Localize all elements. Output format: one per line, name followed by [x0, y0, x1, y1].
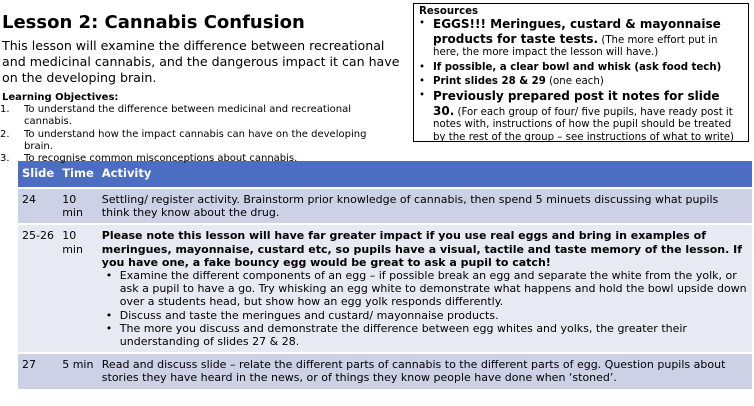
cell-slide: 25-26 [18, 223, 58, 352]
cell-time: 5 min [58, 352, 98, 388]
objective-number: 3. [0, 153, 10, 165]
bullet-icon: • [105, 321, 113, 335]
bullet-text: The more you discuss and demonstrate the difference between egg whites and yolks, the greater their understanding of slides 27 & 28. [119, 321, 687, 349]
bullet-icon: • [419, 90, 426, 102]
lesson-intro: This lesson will examine the difference between recreational and medicinal cannabis, and the dangerous impact it can have on the developing brain. [2, 38, 400, 85]
bullet-icon: • [105, 269, 113, 283]
bullet-icon: • [105, 308, 113, 322]
bullet-icon: • [419, 61, 426, 73]
header-activity: Activity [98, 161, 752, 187]
bullet-icon: • [419, 18, 426, 30]
cell-activity: Settling/ register activity. Brainstorm prior knowledge of cannabis, then spend 5 minuets discussing what pupils think they know about the drug. [98, 187, 752, 223]
table-row [18, 223, 752, 352]
bullet-text: Discuss and taste the meringues and custard/ mayonnaise products. [119, 308, 499, 322]
table-row [18, 187, 752, 223]
resource-item [419, 62, 744, 74]
objectives-heading: Learning Objectives: [2, 92, 119, 103]
resource-detail: (one each) [545, 76, 604, 88]
objective-text: To recognise common misconceptions about cannabis. [24, 153, 298, 165]
resource-bold: If possible, a clear bowl and whisk (ask food tech) [433, 61, 722, 73]
cell-activity [98, 223, 752, 352]
objective-text: To understand how the impact cannabis can have on the developing brain. [24, 128, 367, 152]
cell-time: 10 min [58, 223, 98, 352]
objectives-list [0, 104, 370, 165]
cell-time: 10 min [58, 187, 98, 223]
list-item [102, 322, 748, 348]
objective-item [0, 153, 370, 165]
resource-item [419, 90, 744, 144]
objective-number: 2. [0, 128, 10, 140]
header-time: Time [58, 161, 98, 187]
activity-note: Please note this lesson will have far greater impact if you use real eggs and bring in examples of meringues, mayonnaise, custard etc, so pupils have a visual, tactile and taste memory of the lesson. If you have one, a fake bouncy egg would be great to ask a pupil to catch! [101, 229, 743, 269]
activity-bullets [102, 269, 748, 348]
objective-item [0, 129, 370, 154]
header-slide: Slide [18, 161, 58, 187]
cell-slide: 27 [18, 352, 58, 388]
resource-detail: (For each group of four/ five pupils, have ready post it notes with, instructions of how the pupil should be treated by the rest of the group – see instructions of what to write) [433, 106, 734, 143]
page-title: Lesson 2: Cannabis Confusion [2, 12, 305, 33]
resource-bold: Print slides 28 & 29 [433, 76, 546, 88]
resource-bold: Previously prepared post it notes for slide 30. [433, 89, 720, 118]
list-item [102, 309, 748, 322]
objective-text: To understand the difference between medicinal and recreational cannabis. [24, 104, 351, 128]
lesson-plan-table [18, 161, 752, 389]
resources-list [419, 18, 744, 144]
resource-bold: EGGS!!! Meringues, custard & mayonnaise products for taste tests. [433, 17, 721, 46]
objective-item [0, 104, 370, 129]
bullet-icon: • [419, 76, 426, 88]
table-row [18, 352, 752, 388]
resource-detail: (The more effort put in here, the more impact the lesson will have.) [433, 34, 718, 59]
cell-activity: Read and discuss slide – relate the different parts of cannabis to the different parts of egg. Question pupils about stories they have heard in the news, or of things they know people have done when ‘stoned’. [98, 352, 752, 388]
resource-item [419, 76, 744, 88]
list-item [102, 269, 748, 309]
resources-box [413, 3, 749, 142]
bullet-text: Examine the different components of an egg – if possible break an egg and separate the white from the yolk, or ask a pupil to have a go. Try whisking an egg white to demonstrate what happens and hold the bowl upside down over a students head, but show how an egg yolk responds differently. [119, 269, 747, 309]
objective-number: 1. [0, 104, 10, 115]
cell-slide: 24 [18, 187, 58, 223]
resources-heading: Resources [419, 6, 479, 17]
resource-item [419, 18, 744, 59]
